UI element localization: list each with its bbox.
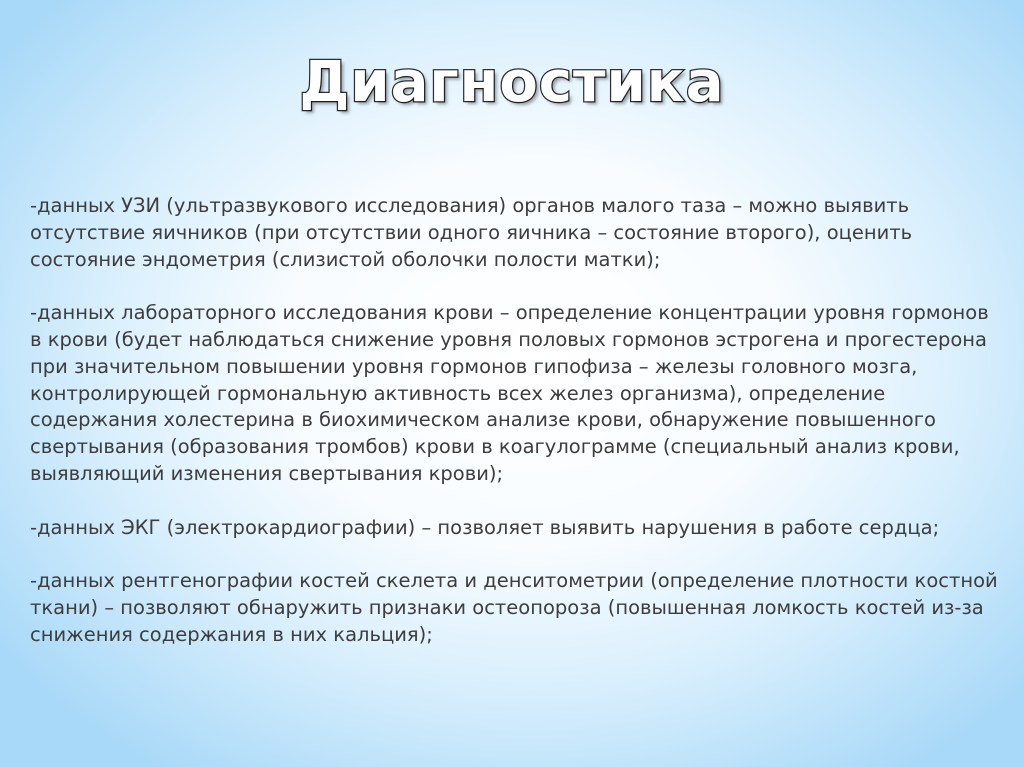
paragraph-ecg: -данных ЭКГ (электрокардиографии) – позволяет выявить нарушения в работе сердца; <box>30 515 940 539</box>
slide-title: Диагностика <box>299 50 725 115</box>
paragraph-blood-tests: -данных лабораторного исследования крови – определение концентрации уровня гормонов в крови (будет наблюдаться снижение уровня половых гормонов эстрогена и прогестерона при значительном повышении уровня гормонов гипофиза – железы головного мозга, контролирующей гормональную активность всех желез организма), определение содержания холестерина в биохимическом анализе крови, обнаружение повышенного свертывания (образования тромбов) крови в коагулограмме (специальный анализ крови, выявляющий изменения свертывания крови); <box>30 301 989 485</box>
slide-body <box>30 193 1000 649</box>
paragraph-ultrasound: -данных УЗИ (ультразвукового исследования) органов малого таза – можно выявить отсутствие яичников (при отсутствии одного яичника – состояние второго), оценить состояние эндометрия (слизистой оболочки полости матки); <box>30 194 913 271</box>
paragraph-xray-densitometry: -данных рентгенографии костей скелета и денситометрии (определение плотности костной ткани) – позволяют обнаружить признаки остеопороза (повышенная ломкость костей из-за снижения содержания в них кальция); <box>30 569 998 646</box>
